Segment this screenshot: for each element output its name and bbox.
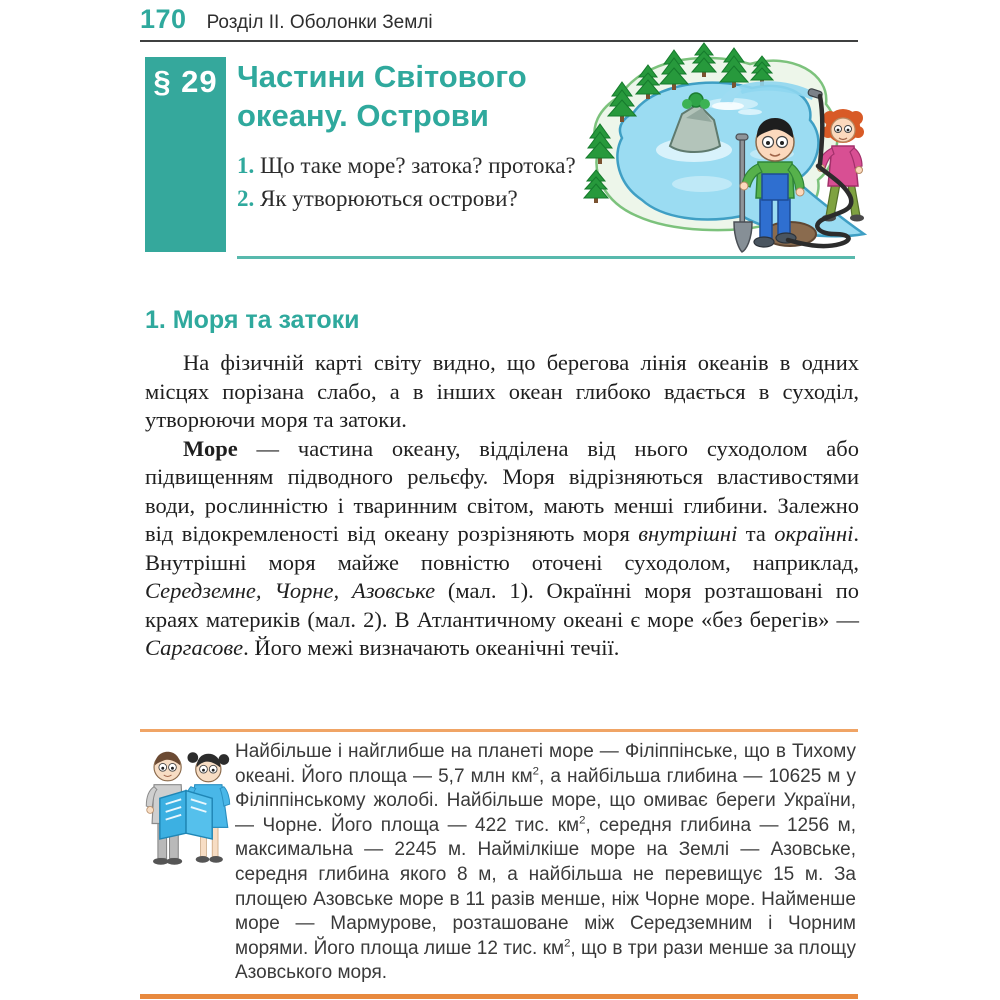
lake-island-illustration	[582, 34, 870, 256]
question-text: Що таке море? затока? протока?	[260, 153, 576, 178]
question-item	[237, 183, 579, 214]
section-heading: 1. Моря та затоки	[145, 306, 360, 334]
question-item	[237, 150, 579, 181]
page-number: 170	[140, 4, 187, 34]
question-number: 1.	[237, 153, 255, 178]
body-paragraph-1: На фізичній карті світу видно, що берегова лінія океанів в одних місцях порізана слабо, а в інших океан глибоко вдається в суходіл, утворюючи моря та затоки.	[145, 350, 859, 432]
question-number: 2.	[237, 186, 255, 211]
body-paragraph-2: Море — частина океану, відділена від нього суходолом або підвищенням підводного рельєфу. Моря відрізняються властивостями води, рослинністю і тваринним світом, мають менші глибини. Залежно від відокремленості від океану розрізняють моря внутрішні та окраїнні. Внутрішні моря майже повністю оточені суходолом, наприклад, Середземне, Чорне, Азовське (мал. 1). Окраїнні моря розташовані по краях материків (мал. 2). В Атлантичному океані є море «без берегів» — Саргасове. Його межі визначають океанічні течії.	[145, 435, 859, 660]
paragraph-badge	[145, 57, 226, 252]
chapter-title: Розділ II. Оболонки Землі	[206, 12, 433, 33]
lesson-title: Частини Світового океану. Острови	[237, 59, 527, 133]
fact-box	[140, 729, 858, 999]
fact-box-text: Найбільше і найглибше на планеті море — Філіппінське, що в Тихому океані. Його площа — 5,7 млн $км^2$, а найбільша глибина — 10625 м у Філіппінському жолобі. Найбільше море, що омиває береги України, — Чорне. Його площа — 422 тис. $км^2$, середня глибина — 1256 м, максимальна — 2245 м. Наймілкіше море на Землі — Азовське, середня глибина якого 8 м, а найбільша не перевищує 15 м. За площею Азовське море в 11 разів менше, ніж Чорне море. Найменше море — Мармурове, розташоване між Середземним і Чорним морями. Його площа лише 12 тис. $км^2$, що в три рази менше за площу Азовського моря.	[235, 741, 857, 984]
lesson-questions	[237, 150, 579, 216]
question-text: Як утворюються острови?	[260, 186, 518, 211]
section-body	[145, 349, 859, 663]
paragraph-badge-label: § 29	[153, 64, 218, 99]
header-divider	[237, 256, 855, 259]
children-reading-illustration	[142, 744, 232, 872]
